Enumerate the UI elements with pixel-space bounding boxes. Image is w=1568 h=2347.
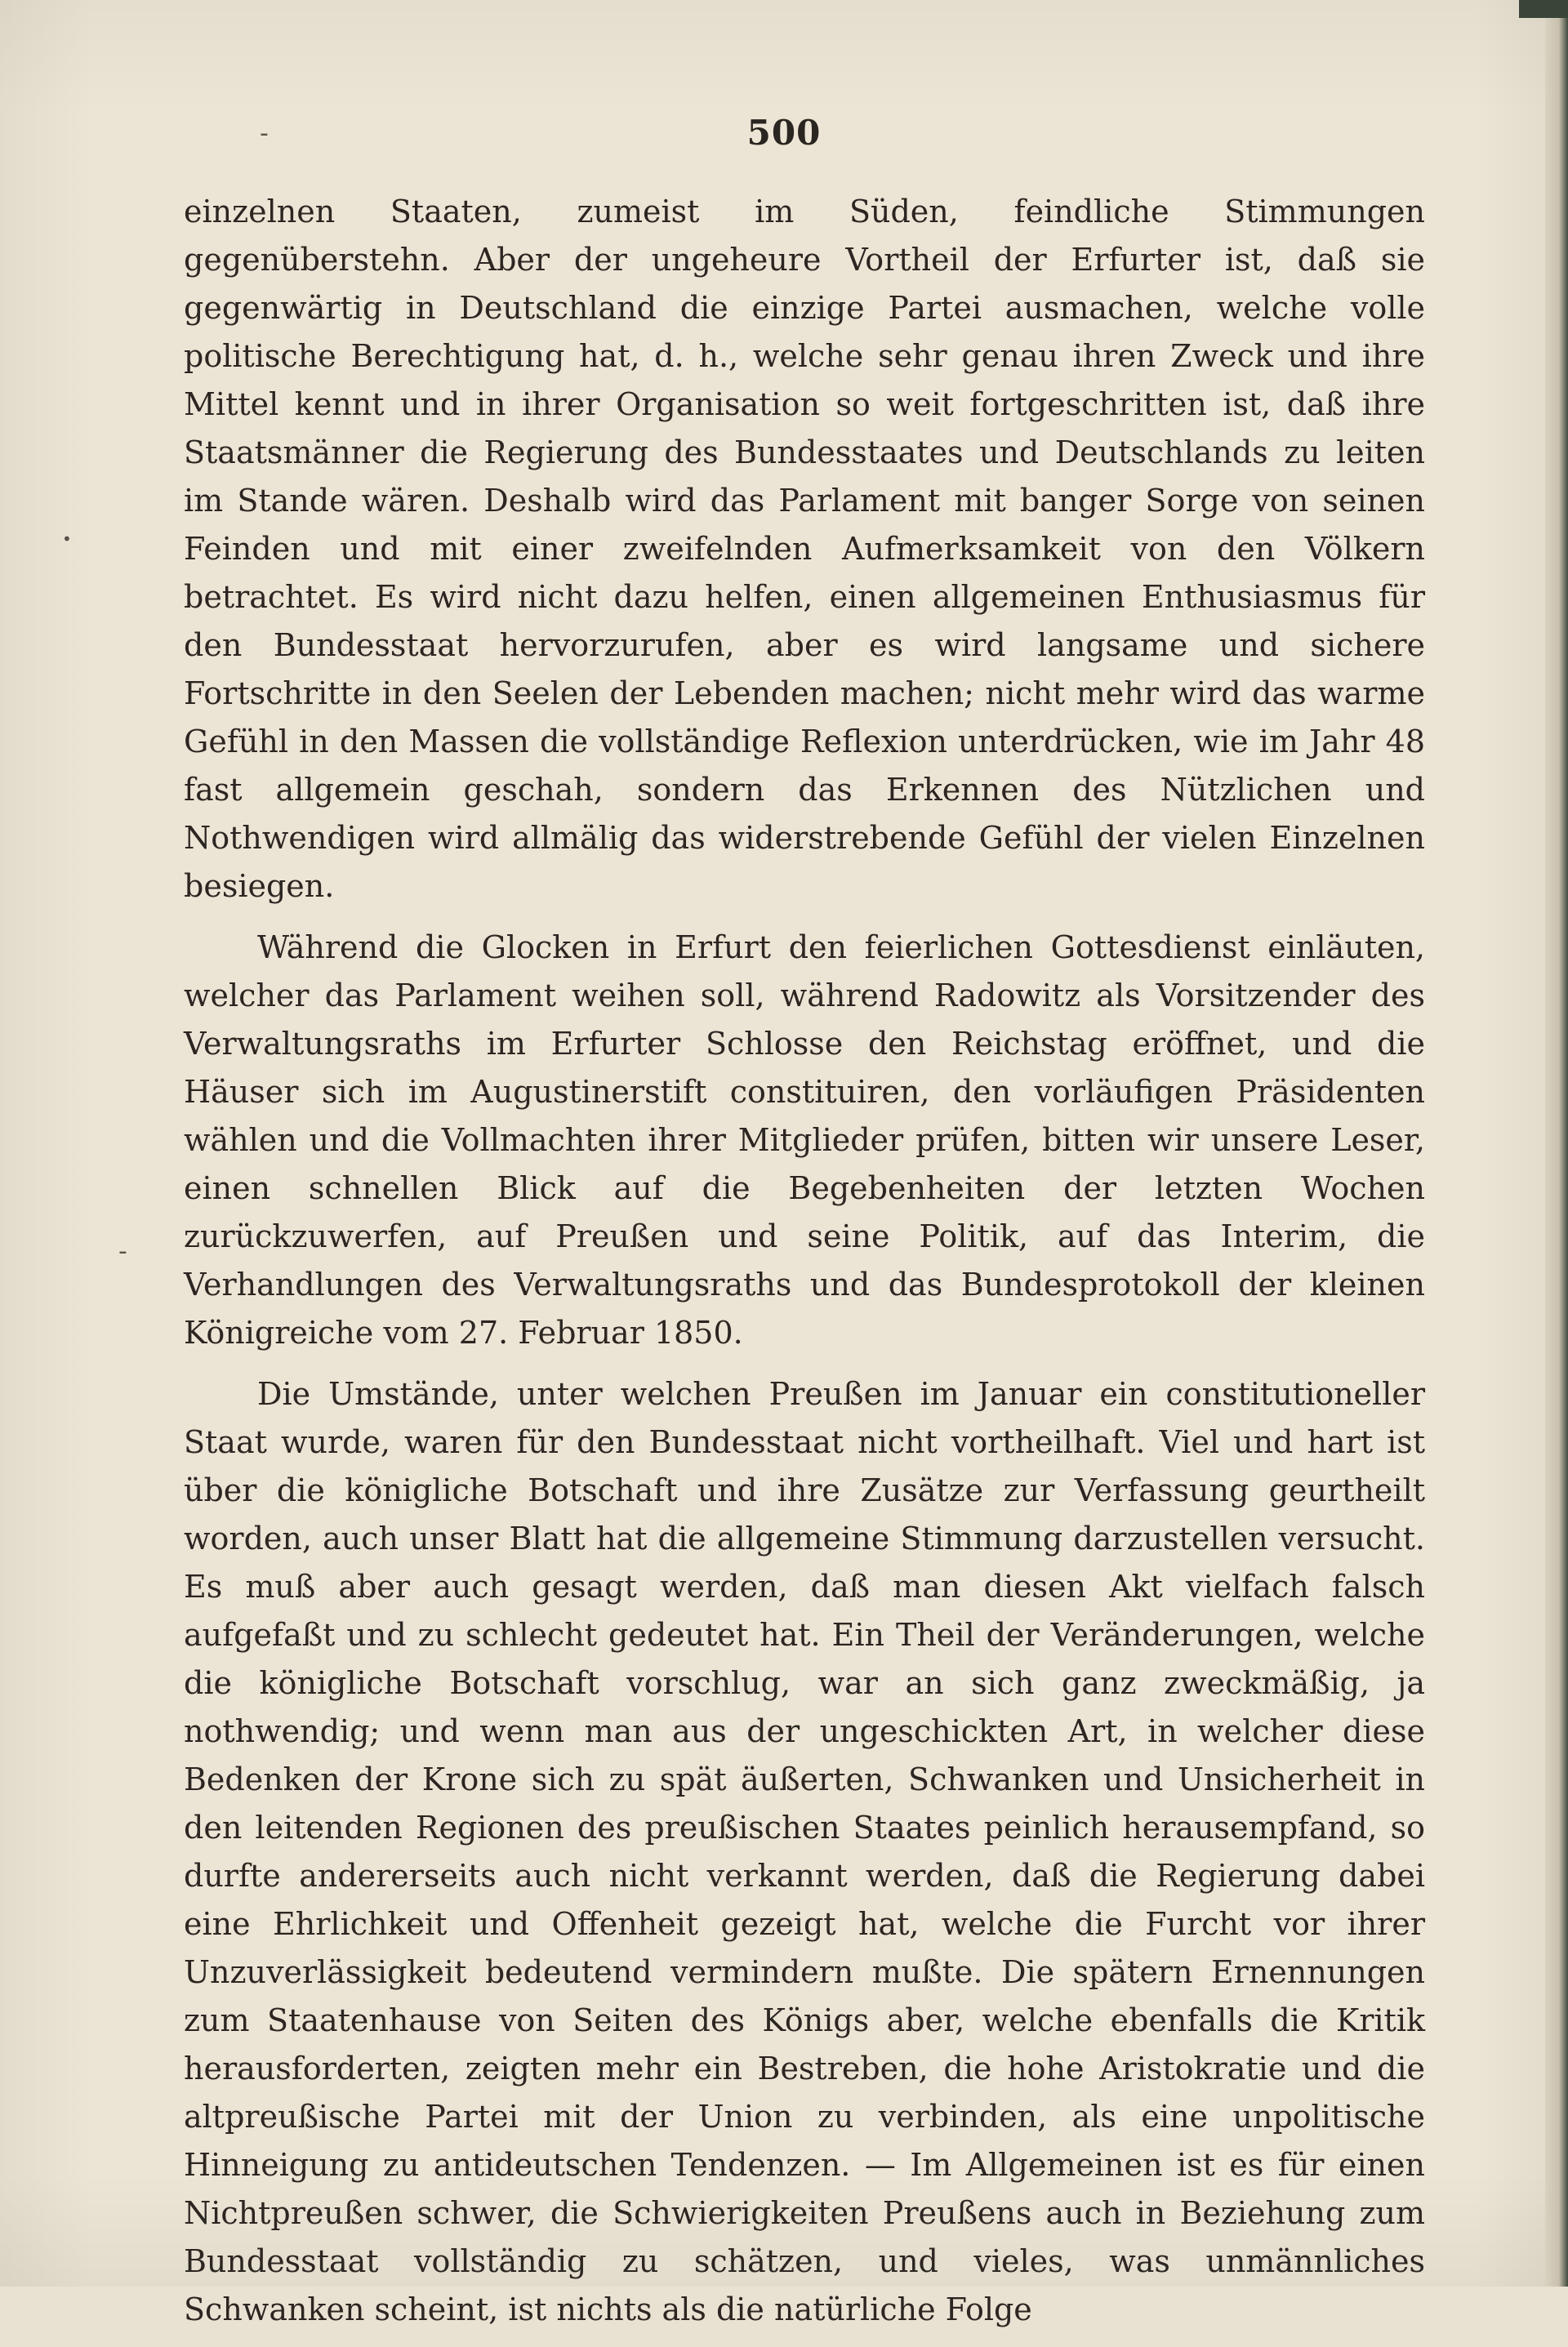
paragraph-continued: einzelnen Staaten, zumeist im Süden, feindliche Stimmungen gegenüberstehn. Aber der ungeheure Vortheil der Erfurter ist, daß sie gegenwärtig in Deutschland die einzige Partei ausmachen, welche volle politische Berechtigung hat, d. h., welche sehr genau ihren Zweck und ihre Mittel kennt und in ihrer Organisation so weit fortgeschritten ist, daß ihre Staatsmänner die Regierung des Bundesstaates und Deutschlands zu leiten im Stande wären. Deshalb wird das Parlament mit banger Sorge von seinen Feinden und mit einer zweifelnden Aufmerksamkeit von den Völkern betrachtet. Es wird nicht dazu helfen, einen allgemeinen Enthusiasmus für den Bundesstaat hervorzurufen, aber es wird langsame und sichere Fortschritte in den Seelen der Lebenden machen; nicht mehr wird das warme Gefühl in den Massen die vollständige Reflexion unterdrücken, wie im Jahr 48 fast allgemein geschah, sondern das Erkennen des Nützlichen und Nothwendigen wird allmälig das widerstrebende Gefühl der vielen Einzelnen besiegen. — [184, 194, 1425, 904]
margin-mark: - — [260, 119, 269, 148]
margin-mark: • — [62, 529, 72, 549]
page-number: 500 — [746, 113, 822, 153]
paragraph: Während die Glocken in Erfurt den feierlichen Gottesdienst einläuten, welcher das Parlament weihen soll, während Radowitz als Vorsitzender des Verwaltungsraths im Erfurter Schlosse den Reichstag eröffnet, und die Häuser sich im Augustinerstift constituiren, den vorläufigen Präsidenten wählen und die Vollmachten ihrer Mitglieder prüfen, bitten wir unsere Leser, einen schnellen Blick auf die Begebenheiten der letzten Wochen zurückzuwerfen, auf Preußen und seine Politik, auf das Interim, die Verhandlungen des Verwaltungsraths und das Bundesprotokoll der kleinen Königreiche vom 27. Februar 1850. — [184, 929, 1425, 1351]
body-text — [184, 188, 1425, 2347]
page-edge-shadow — [1545, 0, 1568, 2287]
paragraph: Die Umstände, unter welchen Preußen im Januar ein constitutioneller Staat wurde, waren für den Bundesstaat nicht vortheilhaft. Viel und hart ist über die königliche Botschaft und ihre Zusätze zur Verfassung geurtheilt worden, auch unser Blatt hat die allgemeine Stimmung darzustellen versucht. Es muß aber auch gesagt werden, daß man diesen Akt vielfach falsch aufgefaßt und zu schlecht gedeutet hat. Ein Theil der Veränderungen, welche die königliche Botschaft vorschlug, war an sich ganz zweckmäßig, ja nothwendig; und wenn man aus der ungeschickten Art, in welcher diese Bedenken der Krone sich zu spät äußerten, Schwanken und Unsicherheit in den leitenden Regionen des preußischen Staates peinlich herausempfand, so durfte andererseits auch nicht verkannt werden, daß die Regierung dabei eine Ehrlichkeit und Offenheit gezeigt hat, welche die Furcht vor ihrer Unzuverlässigkeit bedeutend vermindern mußte. Die spätern Ernennungen zum Staatenhause von Seiten des Königs aber, welche ebenfalls die Kritik herausforderten, zeigten mehr ein Bestreben, die hohe Aristokratie und die altpreußische Partei mit der Union zu verbinden, als eine unpolitische Hinneigung zu antideutschen Tendenzen. — Im Allgemeinen ist es für einen Nichtpreußen schwer, die Schwierigkeiten Preußens auch in Beziehung zum Bundesstaat vollständig zu schätzen, und vieles, was unmännliches Schwanken scheint, ist nichts als die natürliche Folge — [184, 1376, 1425, 2327]
binding-strip — [1519, 0, 1568, 18]
margin-mark: - — [118, 1237, 127, 1266]
